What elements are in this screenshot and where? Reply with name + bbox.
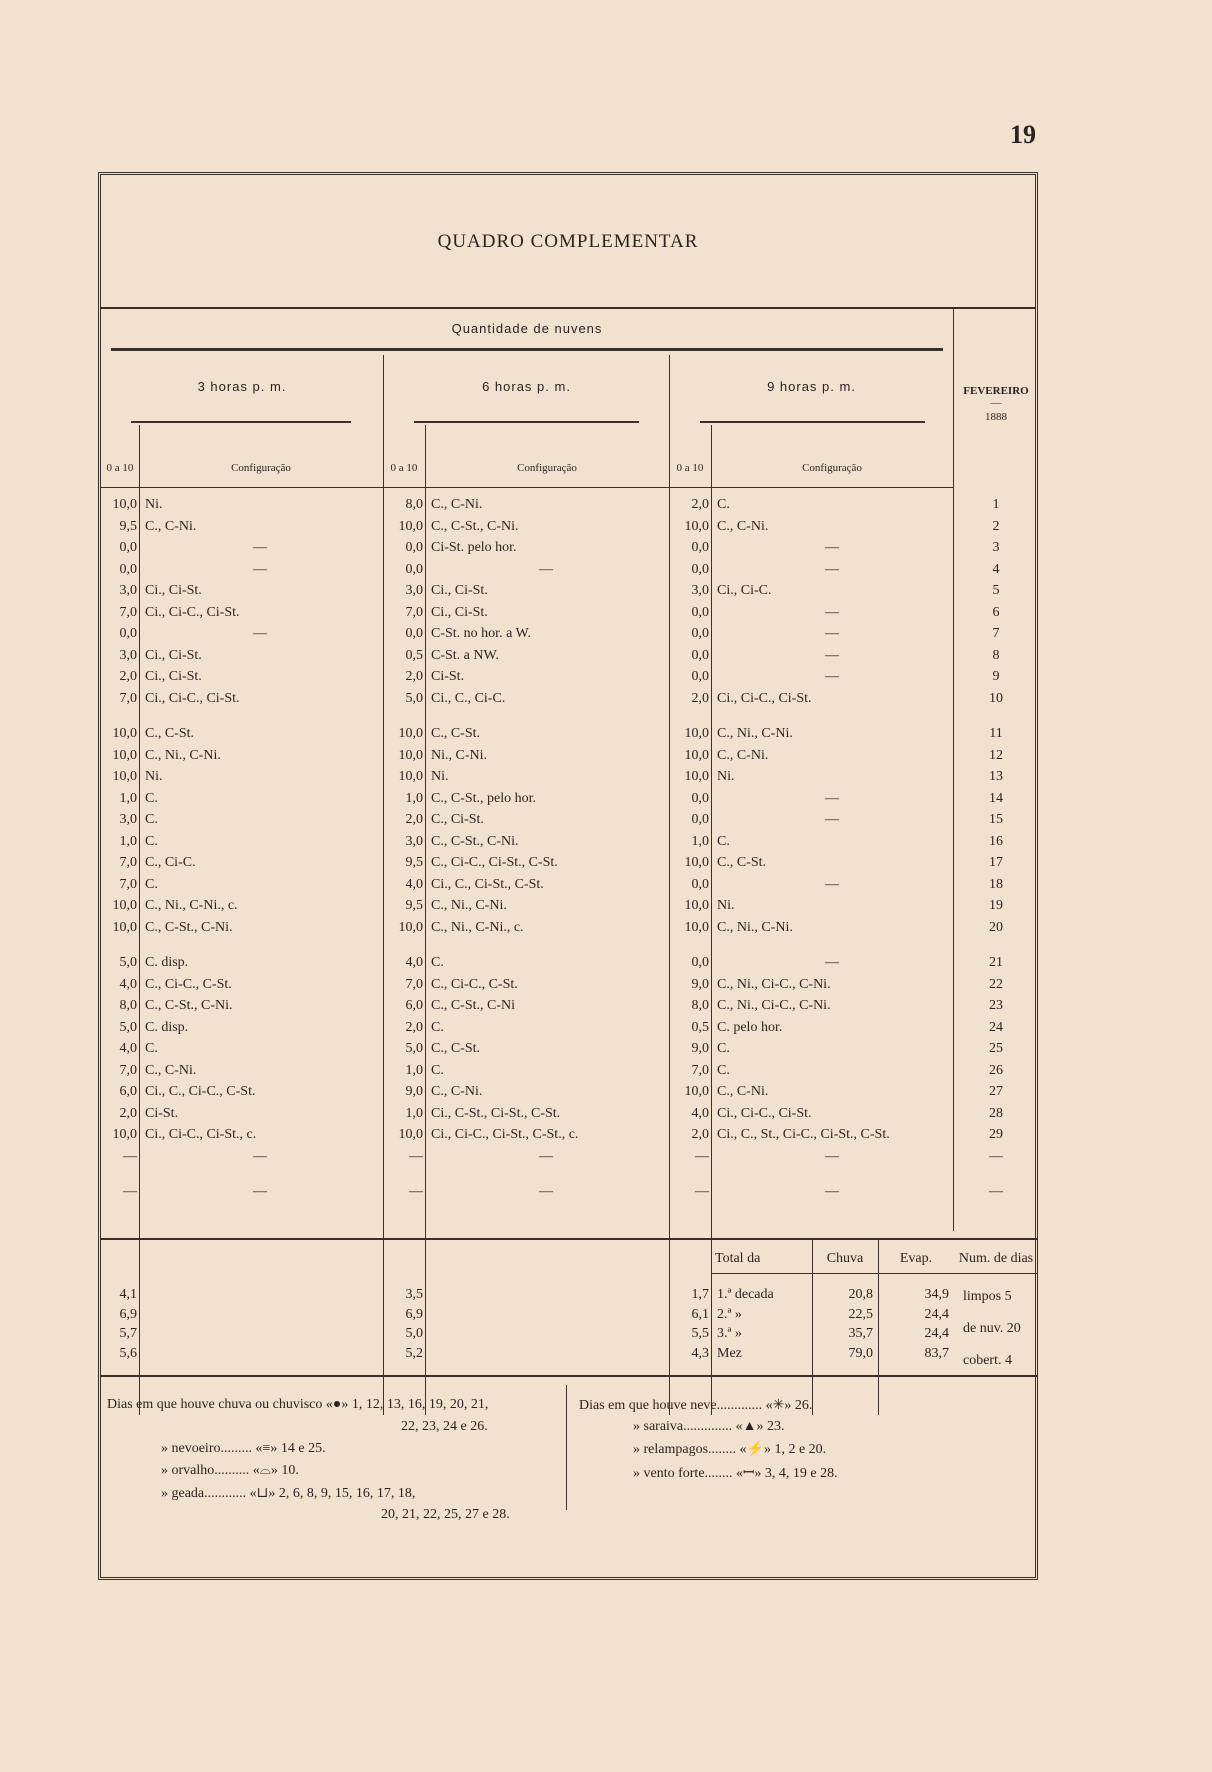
day-cell: 13 [989, 769, 1003, 784]
rule [101, 1375, 1037, 1377]
cloud-amount-cell: 1,0 [405, 1105, 423, 1121]
cloud-config-cell: — [539, 1148, 553, 1164]
day-cell: 25 [989, 1041, 1003, 1056]
day-cell: 18 [989, 876, 1003, 892]
cloud-config-cell: Ci., C., Ci-C., C-St. [145, 1084, 256, 1099]
cloud-config-cell: Ni. [717, 769, 735, 784]
day-cell: 21 [989, 955, 1003, 970]
cloud-amount-cell: 0,0 [691, 626, 709, 641]
cloud-amount-cell: — [409, 1148, 423, 1164]
summary-col3-cell: 6,9 [119, 1306, 137, 1322]
cloud-amount-cell: 10,0 [684, 518, 709, 534]
cloud-config-cell: C., C-St. [431, 1041, 481, 1056]
cloud-config-cell: C. [717, 1062, 730, 1078]
cloud-config-cell: C., Ni., C-Ni. [717, 919, 793, 935]
day-cell: 11 [989, 726, 1003, 741]
cloud-amount-cell: 10,0 [684, 919, 709, 935]
col-header-amount: 0 a 10 [390, 462, 418, 474]
cloud-amount-cell: 2,0 [405, 669, 423, 684]
evap-header: Evap. [899, 1251, 933, 1266]
cloud-config-cell: C., Ni., Ci-C., C-Ni. [717, 976, 831, 992]
total-header: Total da [715, 1251, 761, 1266]
cloud-config-cell: Ni. [145, 497, 163, 512]
cloud-amount-cell: 3,0 [405, 833, 423, 849]
cloud-amount-cell: 10,0 [398, 747, 423, 763]
cloud-config-cell: Ci-St. pelo hor. [431, 540, 517, 555]
cloud-amount-cell: 4,0 [119, 976, 137, 992]
day-cell: 5 [992, 583, 1000, 598]
cloud-config-cell: — [539, 561, 553, 577]
cloud-config-cell: Ci., Ci-C., Ci-St. [717, 690, 812, 706]
cloud-config-cell: C., Ci-C., Ci-St., C-St. [431, 855, 558, 870]
legend-chuva: Dias em que houve chuva ou chuvisco «●» 1, 12, 13, 16, 19, 20, 21, [107, 1397, 489, 1412]
page-number: 19 [1010, 120, 1036, 149]
rule [101, 307, 1035, 309]
cloud-amount-cell: 2,0 [691, 690, 709, 706]
cloud-config-cell: — [825, 626, 839, 641]
cloud-config-cell: Ni., C-Ni. [431, 747, 487, 763]
cloud-config-cell: C., C-Ni. [145, 1062, 197, 1078]
cloud-config-cell: C., Ci-St. [431, 812, 484, 827]
cloud-amount-cell: 0,0 [119, 561, 137, 577]
day-cell: 29 [989, 1127, 1003, 1142]
summary-col6-cell: 5,0 [405, 1326, 423, 1341]
legend-nevoeiro: » nevoeiro......... «≡» 14 e 25. [161, 1441, 326, 1456]
cloud-amount-cell: 0,0 [119, 626, 137, 641]
day-cell: 26 [989, 1062, 1003, 1078]
cloud-config-cell: — [825, 561, 839, 577]
cloud-config-cell: Ci., Ci-St. [145, 669, 202, 684]
cloud-amount-cell: 7,0 [405, 604, 423, 620]
brace [131, 421, 351, 423]
col-header-config: Configuração [231, 462, 291, 474]
col-header-config: Configuração [802, 462, 862, 474]
cloud-config-cell: — [825, 669, 839, 684]
cloud-amount-cell: 9,0 [405, 1084, 423, 1099]
cloud-amount-cell: 10,0 [684, 855, 709, 870]
legend-vento-forte: » vento forte........ «ꟷ» 3, 4, 19 e 28. [633, 1466, 838, 1481]
cloud-amount-cell: 0,0 [691, 540, 709, 555]
cloud-config-cell: C., C-Ni. [431, 497, 483, 512]
cloud-config-cell: C., C-St., C-Ni. [431, 833, 519, 849]
cloud-config-cell: C., C-St. [717, 855, 767, 870]
cloud-config-cell: Ci., Ci-C., Ci-St., c. [145, 1127, 257, 1142]
cloud-config-cell: Ni. [717, 898, 735, 913]
day-cell: 28 [989, 1105, 1003, 1121]
summary-col9-cell: 1,7 [691, 1287, 709, 1302]
cloud-amount-cell: 8,0 [119, 998, 137, 1013]
cloud-config-cell: C., Ci-C. [145, 855, 196, 870]
cloud-config-cell: — [825, 647, 839, 663]
period-header-3pm: 3 horas p. m. [197, 379, 287, 394]
cloud-amount-cell: — [695, 1184, 709, 1199]
cloud-config-cell: C., Ni., Ci-C., C-Ni. [717, 998, 831, 1013]
cloud-config-cell: C., C-St. [145, 726, 195, 741]
month-dash: — [990, 397, 1002, 409]
cloud-config-cell: — [825, 812, 839, 827]
summary-evap-cell: 24,4 [924, 1306, 949, 1322]
cloud-config-cell: — [539, 1184, 553, 1199]
cloud-amount-cell: 7,0 [691, 1062, 709, 1078]
cloud-amount-cell: 8,0 [691, 998, 709, 1013]
cloud-amount-cell: 4,0 [405, 876, 423, 892]
cloud-amount-cell: 3,0 [119, 583, 137, 598]
cloud-config-cell: Ci., Ci-C. [717, 583, 772, 598]
day-cell: 7 [992, 626, 1000, 641]
cloud-amount-cell: 0,0 [405, 540, 423, 555]
cloud-amount-cell: 10,0 [112, 1127, 137, 1142]
cloud-config-cell: Ci., Ci-St. [145, 583, 202, 598]
cloud-config-cell: C., C-Ni. [145, 518, 197, 534]
cloud-config-cell: C., Ni., C-Ni., c. [145, 898, 238, 913]
cloud-config-cell: C., C-St., C-Ni. [431, 518, 519, 534]
cloud-config-cell: C. [717, 1041, 730, 1056]
cloud-amount-cell: 3,0 [405, 583, 423, 598]
cloud-amount-cell: 10,0 [398, 726, 423, 741]
cloud-amount-cell: 0,0 [691, 955, 709, 970]
cloud-amount-cell: 10,0 [398, 518, 423, 534]
day-cell: 24 [989, 1019, 1003, 1035]
legend-geada-cont: 20, 21, 22, 25, 27 e 28. [381, 1507, 510, 1522]
cloud-config-cell: Ci., Ci-St. [431, 604, 488, 620]
cloud-amount-cell: 10,0 [684, 1084, 709, 1099]
cloud-config-cell: C. [145, 1041, 158, 1056]
cloud-config-cell: C. [717, 833, 730, 849]
cloud-config-cell: C., C-St. [431, 726, 481, 741]
cloud-amount-cell: 10,0 [684, 898, 709, 913]
rule [566, 1385, 567, 1510]
cloud-amount-cell: 5,0 [405, 690, 423, 706]
summary-labels-cell: 2.ª » [717, 1306, 742, 1322]
cloud-amount-cell: 0,0 [691, 876, 709, 892]
cloud-config-cell: C., C-St., C-Ni [431, 998, 516, 1013]
cloud-config-cell: Ni. [431, 769, 449, 784]
cloud-amount-cell: 4,0 [119, 1041, 137, 1056]
cloud-amount-cell: 1,0 [405, 1062, 423, 1078]
cloud-config-cell: C., C-St., C-Ni. [145, 998, 233, 1013]
cloud-config-cell: C., C-St., pelo hor. [431, 790, 537, 806]
cloud-amount-cell: 0,0 [691, 812, 709, 827]
cloud-amount-cell: 3,0 [119, 812, 137, 827]
cloud-amount-cell: 6,0 [119, 1084, 137, 1099]
cloud-amount-cell: 10,0 [398, 769, 423, 784]
cloud-config-cell: C. disp. [145, 955, 189, 970]
cloud-config-cell: Ci., Ci-C., Ci-St., C-St., c. [431, 1127, 579, 1142]
rule [711, 1273, 1037, 1274]
cloud-amount-cell: 3,0 [691, 583, 709, 598]
summary-col3-cell: 4,1 [119, 1287, 137, 1302]
cloud-amount-cell: 0,0 [405, 561, 423, 577]
cloud-config-cell: C., C-St., C-Ni. [145, 919, 233, 935]
day-cell: 19 [989, 898, 1003, 913]
summary-col3-cell: 5,7 [119, 1326, 137, 1341]
cloud-amount-cell: 9,5 [405, 898, 423, 913]
summary-col3-cell: 5,6 [119, 1345, 137, 1361]
summary-chuva-cell: 20,8 [848, 1287, 873, 1302]
cloud-config-cell: — [825, 540, 839, 555]
cloud-amount-cell: 10,0 [684, 769, 709, 784]
day-cell: 8 [992, 647, 1000, 663]
cloud-config-cell: — [253, 626, 267, 641]
period-header-9pm: 9 horas p. m. [767, 379, 856, 394]
cloud-amount-cell: 7,0 [119, 604, 137, 620]
cloud-config-cell: — [253, 540, 267, 555]
cloud-amount-cell: 7,0 [119, 1062, 137, 1078]
cloud-config-cell: Ci., Ci-St. [145, 647, 202, 663]
month-header: FEVEREIRO [963, 385, 1029, 397]
legend-chuva-cont: 22, 23, 24 e 26. [401, 1419, 488, 1434]
period-header-6pm: 6 horas p. m. [482, 379, 571, 394]
cloud-config-cell: C. [431, 1062, 444, 1078]
dias-header: Num. de dias [958, 1251, 1034, 1266]
summary-chuva-cell: 35,7 [848, 1326, 873, 1341]
cloud-config-cell: C., Ci-C., C-St. [145, 976, 232, 992]
cloud-config-cell: C. disp. [145, 1019, 189, 1035]
rule [711, 425, 712, 1415]
cloud-amount-cell: 7,0 [119, 876, 137, 892]
day-cell: 20 [989, 919, 1003, 935]
day-cell: 4 [992, 561, 1000, 577]
cloud-config-cell: C. [145, 876, 158, 892]
cloud-config-cell: C-St. no hor. a W. [431, 626, 531, 641]
cloud-amount-cell: 0,0 [119, 540, 137, 555]
day-cell: 27 [989, 1084, 1003, 1099]
cloud-amount-cell: 4,0 [405, 955, 423, 970]
day-cell: 1 [992, 497, 1000, 512]
cloud-config-cell: Ci., Ci-C., Ci-St. [145, 604, 240, 620]
rule [101, 487, 953, 488]
cloud-amount-cell: 7,0 [119, 690, 137, 706]
summary-evap-cell: 83,7 [924, 1345, 949, 1361]
cloud-config-cell: — [253, 561, 267, 577]
cloud-config-cell: C. [717, 497, 730, 512]
cloud-config-cell: C., C-Ni. [717, 1084, 769, 1099]
summary-chuva-cell: 22,5 [848, 1306, 873, 1322]
cloud-config-cell: Ci., C., Ci-C. [431, 690, 506, 706]
cloud-amount-cell: 10,0 [112, 919, 137, 935]
cloud-config-cell: C. [145, 812, 158, 827]
col-header-amount: 0 a 10 [106, 462, 134, 474]
cloud-amount-cell: — [695, 1148, 709, 1164]
cloud-amount-cell: — [123, 1184, 137, 1199]
month-year: 1888 [985, 411, 1007, 423]
cloud-amount-cell: 7,0 [405, 976, 423, 992]
cloud-amount-cell: 0,0 [405, 626, 423, 641]
cloud-config-cell: C., Ni., C-Ni. [145, 747, 221, 763]
day-cell: 3 [992, 540, 1000, 555]
day-cell: 12 [989, 747, 1003, 763]
rule [139, 425, 140, 1415]
cloud-amount-cell: 10,0 [398, 919, 423, 935]
summary-col9-cell: 4,3 [691, 1345, 709, 1361]
cloud-amount-cell: 1,0 [119, 790, 137, 806]
legend-orvalho: » orvalho.......... «⌓» 10. [161, 1463, 299, 1478]
summary-col6-cell: 6,9 [405, 1306, 423, 1322]
cloud-amount-cell: 1,0 [119, 833, 137, 849]
day-cell: — [989, 1148, 1003, 1164]
day-cell: 22 [989, 976, 1003, 992]
cloud-amount-cell: 10,0 [112, 497, 137, 512]
dias-nuv: de nuv. 20 [963, 1321, 1021, 1336]
cloud-config-cell: Ci., Ci-C., Ci-St. [145, 690, 240, 706]
day-cell: 9 [992, 669, 1000, 684]
day-cell: 14 [989, 790, 1003, 806]
rule [101, 1238, 1037, 1240]
cloud-config-cell: C. [431, 955, 444, 970]
cloud-amount-cell: 9,5 [119, 518, 137, 534]
dias-cobert: cobert. 4 [963, 1353, 1012, 1368]
cloud-amount-cell: 2,0 [119, 1105, 137, 1121]
cloud-amount-cell: 10,0 [112, 726, 137, 741]
cloud-amount-cell: 2,0 [119, 669, 137, 684]
table-title: QUADRO COMPLEMENTAR [437, 231, 699, 252]
cloud-amount-cell: 4,0 [691, 1105, 709, 1121]
cloud-amount-cell: 8,0 [405, 497, 423, 512]
cloud-amount-cell: 10,0 [112, 747, 137, 763]
table-frame [98, 172, 1038, 1580]
brace [111, 348, 943, 351]
brace [700, 421, 925, 423]
legend-relampagos: » relampagos........ «⚡» 1, 2 e 20. [633, 1442, 827, 1457]
summary-col9-cell: 5,5 [691, 1326, 709, 1341]
cloud-amount-cell: 10,0 [112, 769, 137, 784]
cloud-config-cell: C. [431, 1019, 444, 1035]
cloud-config-cell: C., Ni., C-Ni. [431, 898, 507, 913]
summary-labels-cell: Mez [717, 1345, 742, 1361]
section-header: Quantidade de nuvens [451, 321, 603, 336]
cloud-amount-cell: 0,5 [691, 1019, 709, 1035]
day-cell: 16 [989, 833, 1003, 849]
cloud-amount-cell: 0,0 [691, 790, 709, 806]
cloud-amount-cell: 9,0 [691, 1041, 709, 1056]
brace [414, 421, 639, 423]
cloud-amount-cell: 10,0 [398, 1127, 423, 1142]
summary-evap-cell: 34,9 [924, 1287, 949, 1302]
cloud-amount-cell: 2,0 [405, 812, 423, 827]
day-cell: 23 [989, 998, 1003, 1013]
cloud-amount-cell: 9,0 [691, 976, 709, 992]
cloud-config-cell: Ni. [145, 769, 163, 784]
cloud-amount-cell: 0,0 [691, 669, 709, 684]
cloud-config-cell: C., Ni., C-Ni. [717, 726, 793, 741]
cloud-config-cell: — [825, 955, 839, 970]
day-cell: 6 [992, 604, 1000, 620]
day-cell: — [989, 1184, 1003, 1199]
cloud-config-cell: — [825, 1148, 839, 1164]
dias-limpos: limpos 5 [963, 1289, 1012, 1304]
day-cell: 2 [992, 518, 1000, 534]
summary-col6-cell: 3,5 [405, 1287, 423, 1302]
col-header-config: Configuração [517, 462, 577, 474]
cloud-config-cell: — [825, 604, 839, 620]
cloud-amount-cell: 6,0 [405, 998, 423, 1013]
cloud-amount-cell: 10,0 [112, 898, 137, 913]
summary-evap-cell: 24,4 [924, 1326, 949, 1341]
cloud-amount-cell: — [409, 1184, 423, 1199]
col-header-amount: 0 a 10 [676, 462, 704, 474]
cloud-amount-cell: 10,0 [684, 726, 709, 741]
cloud-config-cell: — [253, 1184, 267, 1199]
legend-geada: » geada............ «⊔» 2, 6, 8, 9, 15, 16, 17, 18, [161, 1486, 416, 1501]
cloud-amount-cell: 1,0 [691, 833, 709, 849]
cloud-amount-cell: 9,5 [405, 855, 423, 870]
cloud-config-cell: C. [145, 790, 158, 806]
cloud-config-cell: Ci., C., Ci-St., C-St. [431, 876, 544, 892]
cloud-config-cell: C., C-Ni. [717, 518, 769, 534]
day-cell: 15 [989, 812, 1003, 827]
cloud-amount-cell: 1,0 [405, 790, 423, 806]
cloud-config-cell: C. [145, 833, 158, 849]
legend-neve: Dias em que houve neve............. «✳» 26. [579, 1398, 813, 1413]
day-cell: 17 [989, 855, 1003, 870]
cloud-amount-cell: 5,0 [119, 1019, 137, 1035]
summary-labels-cell: 1.ª decada [717, 1287, 774, 1302]
cloud-config-cell: Ci., Ci-C., Ci-St. [717, 1105, 812, 1121]
cloud-config-cell: Ci., C., St., Ci-C., Ci-St., C-St. [717, 1127, 890, 1142]
summary-col6-cell: 5,2 [405, 1345, 423, 1361]
cloud-config-cell: — [253, 1148, 267, 1164]
cloud-config-cell: Ci., C-St., Ci-St., C-St. [431, 1105, 561, 1121]
cloud-amount-cell: 3,0 [119, 647, 137, 663]
cloud-config-cell: C., Ci-C., C-St. [431, 976, 518, 992]
cloud-config-cell: — [825, 876, 839, 892]
cloud-config-cell: C., C-Ni. [431, 1084, 483, 1099]
cloud-amount-cell: — [123, 1148, 137, 1164]
cloud-config-cell: C., Ni., C-Ni., c. [431, 919, 524, 935]
day-cell: 10 [989, 690, 1003, 706]
cloud-config-cell: C., C-Ni. [717, 747, 769, 763]
rule [425, 425, 426, 1415]
cloud-amount-cell: 7,0 [119, 855, 137, 870]
cloud-config-cell: — [825, 1184, 839, 1199]
cloud-amount-cell: 10,0 [684, 747, 709, 763]
chuva-header: Chuva [826, 1251, 864, 1266]
summary-col9-cell: 6,1 [691, 1306, 709, 1322]
cloud-amount-cell: 0,0 [691, 561, 709, 577]
cloud-config-cell: Ci-St. [145, 1105, 179, 1121]
cloud-amount-cell: 0,0 [691, 604, 709, 620]
legend-saraiva: » saraiva.............. «▲» 23. [633, 1419, 785, 1434]
cloud-config-cell: — [825, 790, 839, 806]
cloud-amount-cell: 5,0 [119, 955, 137, 970]
cloud-amount-cell: 2,0 [691, 497, 709, 512]
cloud-config-cell: Ci-St. [431, 669, 465, 684]
cloud-config-cell: C-St. a NW. [431, 647, 499, 663]
summary-labels-cell: 3.ª » [717, 1326, 742, 1341]
cloud-amount-cell: 0,5 [405, 647, 423, 663]
cloud-amount-cell: 5,0 [405, 1041, 423, 1056]
cloud-amount-cell: 2,0 [691, 1127, 709, 1142]
cloud-config-cell: Ci., Ci-St. [431, 583, 488, 598]
summary-chuva-cell: 79,0 [848, 1345, 873, 1361]
cloud-amount-cell: 2,0 [405, 1019, 423, 1035]
cloud-config-cell: C. pelo hor. [717, 1019, 783, 1035]
cloud-amount-cell: 0,0 [691, 647, 709, 663]
